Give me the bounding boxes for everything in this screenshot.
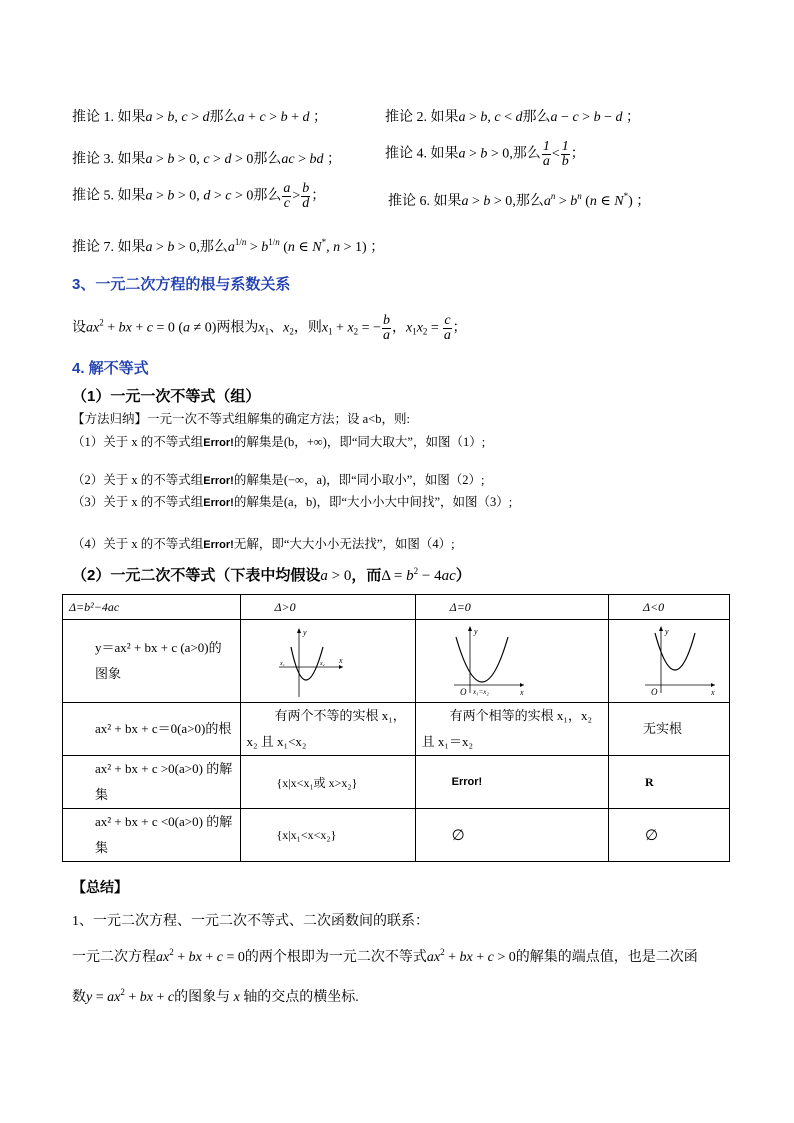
table-row-label: ax² + bx + c >0(a>0) 的解集: [63, 756, 241, 809]
corollary-7: 推论 7. 如果a > b > 0,那么$a^{1/n} > b^{1/n}$ (n ∈ N*, n > 1) ；: [72, 237, 385, 255]
corollary-4: 推论 4. 如果a > b > 0,那么 $\frac{1}{a}$ < $\frac{1}{b}$ ；: [385, 139, 585, 169]
x1-equals-x2-label: x₁=x₂: [472, 688, 489, 696]
parabola-two-roots-graph: [277, 625, 347, 699]
table-row: [63, 620, 730, 703]
origin-label: O: [651, 687, 658, 697]
table-row-label: y＝ax² + bx + c (a>0)的图象: [63, 620, 241, 703]
table-header-row: [63, 595, 730, 620]
x-axis-label: x: [338, 656, 343, 665]
summary-point-1: 1、一元二次方程、一元二次不等式、二次函数间的联系：: [72, 914, 429, 929]
vieta-formula: 设$ax^2$ + bx + c = 0 (a ≠ 0)两根为$x_1$、$x_2$，则$x_1 + x_2$ = − $\frac{b}{a}$ ，$x_1x_2$ = $\frac{c}{a}$ ；: [72, 313, 467, 343]
table-cell: 无实根: [609, 703, 730, 756]
parabola-no-root-graph: [643, 623, 723, 699]
graph-one-root-cell: [415, 620, 608, 703]
section-3-title: 3、一元二次方程的根与系数关系: [72, 276, 291, 293]
table-row: [63, 756, 730, 809]
summary-title: 【总结】: [72, 879, 128, 895]
table-header-cell: Δ<0: [609, 595, 730, 620]
x1-label: x₁: [279, 661, 285, 667]
table-cell: Error!: [415, 756, 608, 809]
table-cell: {x|x₁<x<x₂}: [240, 809, 415, 862]
table-cell: R: [609, 756, 730, 809]
method-summary: 【方法归纳】一元一次不等式组解集的确定方法；设 a<b，则:: [72, 412, 410, 426]
inequality-item-4: （4）关于 x 的不等式组Error!无解，即“大大小小无法找”，如图（4）;: [72, 537, 455, 551]
table-row-label: ax² + bx + c＝0(a>0)的根: [63, 703, 241, 756]
corollary-5: 推论 5. 如果a > b > 0, d > c > 0那么 $\frac{a}{c}$ > $\frac{b}{d}$ ；: [72, 181, 326, 211]
corollary-2: 推论 2. 如果a > b, c < d那么a − c > b − d ；: [385, 110, 640, 125]
table-header-cell: Δ=0: [415, 595, 608, 620]
quadratic-inequality-table: [62, 594, 730, 862]
inequality-item-2: （2）关于 x 的不等式组Error!的解集是(−∞，a)，即“同小取小”，如图（2）;: [72, 473, 485, 487]
table-cell: 有两个不等的实根 x₁，x₂ 且 x₁<x₂: [240, 703, 415, 756]
table-cell: ∅: [609, 809, 730, 862]
corollary-1: 推论 1. 如果a > b, c > d那么a + c > b + d ；: [72, 110, 327, 125]
table-row-label: ax² + bx + c <0(a>0) 的解集: [63, 809, 241, 862]
section-4-title: 4. 解不等式: [72, 360, 149, 377]
summary-line-1: 一元二次方程$ax^2$ + bx + c = 0的两个根即为一元二次不等式$ax^2$ + bx + c > 0的解集的端点值，也是二次函: [72, 947, 698, 965]
y-axis-label: y: [665, 627, 669, 636]
subsection-1-title: （1）一元一次不等式（组）: [72, 388, 261, 405]
parabola-one-root-graph: [452, 623, 532, 699]
table-header-cell: Δ>0: [240, 595, 415, 620]
table-header-cell: Δ=b²−4ac: [63, 595, 241, 620]
subsection-2-title: （2）一元二次不等式（下表中均假设a > 0，而$\Delta = b^2 - 4ac$）: [72, 566, 471, 584]
table-cell: {x|x<x₁或 x>x₂}: [240, 756, 415, 809]
x-axis-label: x: [519, 688, 524, 697]
origin-label: O: [459, 687, 467, 697]
corollary-6: 推论 6. 如果a > b > 0,那么$a^n > b^n$ (n ∈ N*) ；: [388, 191, 651, 209]
table-cell: ∅: [415, 809, 608, 862]
y-axis-label: y: [302, 628, 307, 637]
graph-two-roots-cell: [240, 620, 415, 703]
inequality-item-3: （3）关于 x 的不等式组Error!的解集是(a，b)，即“大小小大中间找”，如图（3）;: [72, 495, 513, 509]
corollary-3: 推论 3. 如果a > b > 0, c > d > 0那么ac > bd ；: [72, 152, 341, 167]
table-row: [63, 703, 730, 756]
y-axis-label: y: [473, 627, 478, 636]
inequality-item-1: （1）关于 x 的不等式组Error!的解集是(b，+∞)，即“同大取大”，如图（1）;: [72, 435, 486, 449]
summary-line-2: 数$y = ax^2$ + bx + c的图象与 x 轴的交点的横坐标.: [72, 987, 359, 1005]
x2-label: x₂: [319, 661, 325, 667]
graph-no-root-cell: [609, 620, 730, 703]
table-cell: 有两个相等的实根 x₁，x₂ 且 x₁＝x₂: [415, 703, 608, 756]
table-row: [63, 809, 730, 862]
x-axis-label: x: [711, 688, 715, 697]
